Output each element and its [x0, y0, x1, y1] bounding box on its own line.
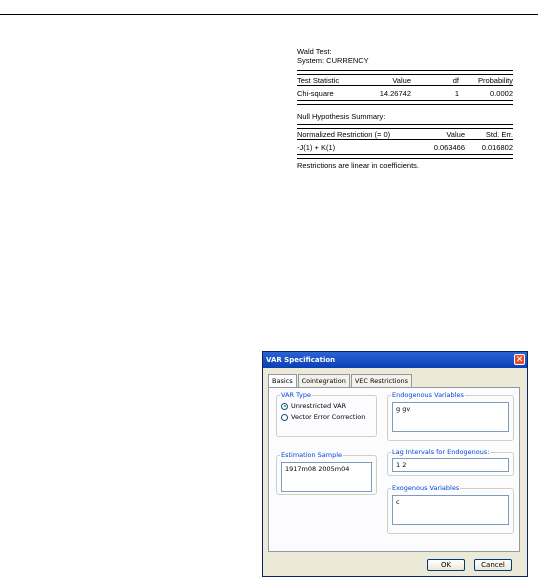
basics-panel — [268, 387, 520, 552]
rule — [297, 85, 513, 86]
radio-unselected-icon — [281, 414, 288, 421]
var-type-legend: VAR Type — [281, 391, 311, 399]
col-df: df — [452, 75, 459, 85]
exogenous-legend: Exogenous Variables — [392, 484, 460, 492]
exogenous-group — [387, 484, 514, 534]
note — [297, 160, 513, 170]
table2-header — [297, 129, 513, 139]
wald-test-output — [297, 47, 513, 170]
endogenous-group — [387, 391, 514, 441]
estimation-sample-group — [276, 451, 377, 495]
estimation-sample-input[interactable]: 1917m08 2005m04 — [281, 462, 372, 492]
tab-vec-restrictions[interactable]: VEC Restrictions — [351, 374, 412, 388]
wald-system: System: CURRENCY — [297, 56, 369, 65]
col-value: Value — [446, 129, 465, 139]
ok-button[interactable]: OK — [427, 559, 465, 571]
radio-label: Unrestricted VAR — [291, 402, 347, 410]
var-specification-dialog — [262, 351, 528, 577]
cell-restriction: -J(1) + K(1) — [297, 142, 336, 152]
col-restriction: Normalized Restriction (= 0) — [297, 129, 391, 139]
dialog-titlebar — [263, 352, 527, 368]
lag-intervals-input[interactable]: 1 2 — [392, 458, 509, 472]
tab-cointegration[interactable]: Cointegration — [298, 374, 350, 388]
radio-selected-icon — [281, 403, 288, 410]
radio-vector-error-correction[interactable] — [281, 413, 376, 421]
tab-basics[interactable]: Basics — [268, 374, 297, 388]
cell-std-err: 0.016802 — [481, 142, 513, 152]
summary-title — [297, 111, 513, 121]
top-divider — [0, 14, 538, 15]
exogenous-input[interactable]: c — [392, 495, 509, 525]
table1-header — [297, 75, 513, 85]
var-type-group — [276, 391, 377, 437]
tab-strip — [268, 374, 413, 388]
col-value: Value — [392, 75, 411, 85]
cell-probability: 0.0002 — [490, 88, 513, 98]
rule — [297, 154, 513, 159]
endogenous-input[interactable]: g gv — [392, 402, 509, 432]
dialog-title: VAR Specification — [266, 356, 336, 364]
cell-stat: Chi-square — [297, 88, 334, 98]
table1-row — [297, 88, 513, 98]
note-text: Restrictions are linear in coefficients. — [297, 160, 419, 170]
summary-title-text: Null Hypothesis Summary: — [297, 111, 386, 121]
col-test-statistic: Test Statistic — [297, 75, 340, 85]
cancel-button[interactable]: Cancel — [474, 559, 512, 571]
endogenous-legend: Endogenous Variables — [392, 391, 464, 399]
cell-value: 0.063466 — [433, 142, 465, 152]
wald-title: Wald Test: — [297, 47, 332, 56]
lag-intervals-group — [387, 448, 514, 476]
rule — [297, 139, 513, 140]
radio-label: Vector Error Correction — [291, 413, 366, 421]
radio-unrestricted-var[interactable] — [281, 402, 376, 410]
lag-intervals-legend: Lag Intervals for Endogenous: — [392, 448, 490, 456]
col-std-err: Std. Err. — [485, 129, 513, 139]
estimation-sample-legend: Estimation Sample — [281, 451, 343, 459]
cell-df: 1 — [454, 88, 459, 98]
close-button[interactable]: ✕ — [515, 355, 524, 365]
col-probability: Probability — [477, 75, 513, 85]
cell-value: 14.26742 — [379, 88, 411, 98]
table2-row — [297, 142, 513, 152]
